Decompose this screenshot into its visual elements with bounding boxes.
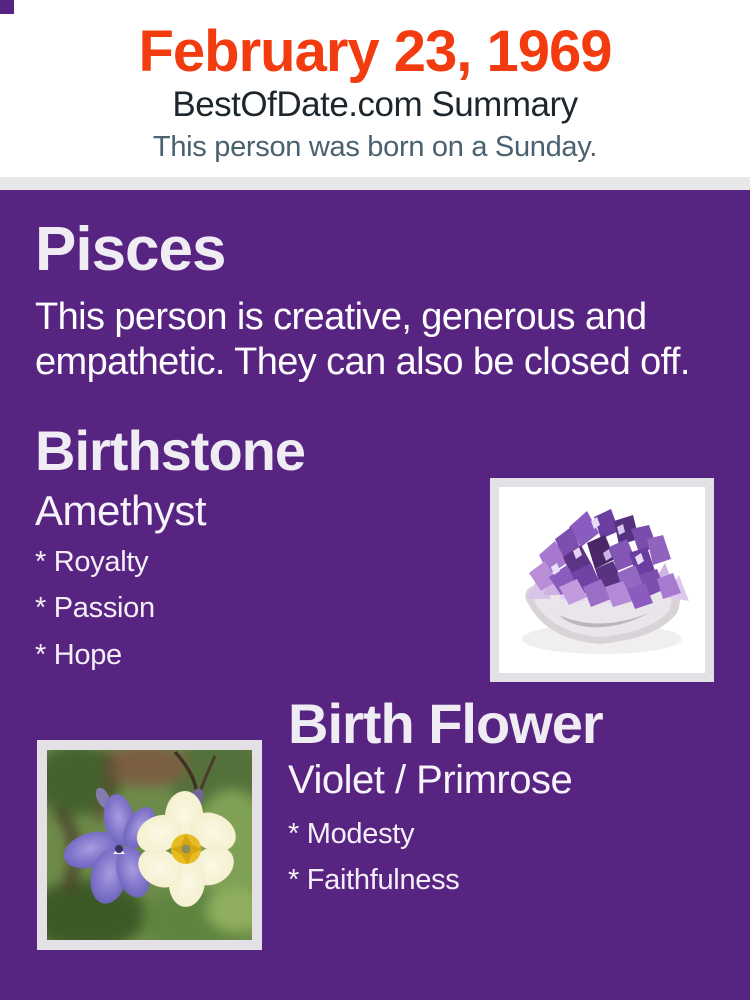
birth-flower-image-frame [37,740,262,950]
birth-flower-name: Violet / Primrose [288,757,573,802]
zodiac-description: This person is creative, generous and empathetic. They can also be closed off. [35,296,690,383]
birth-flower-trait-list [288,818,708,898]
birth-flower-trait: * Modesty [288,817,415,850]
page-header [0,0,750,177]
summary-panel [0,190,750,1000]
birthstone-heading: Birthstone [35,418,305,482]
corner-accent [0,0,14,14]
birthstone-trait: * Royalty [35,545,149,578]
amethyst-image-frame [490,478,714,682]
birth-flower-trait: * Faithfulness [288,864,460,897]
amethyst-illustration [499,487,705,673]
birth-flower-heading: Birth Flower [288,691,603,755]
born-day-line: This person was born on a Sunday. [152,130,598,163]
birth-flower-image [47,750,252,940]
birth-flower-illustration [47,750,252,940]
date-title: February 23, 1969 [138,19,612,84]
header-divider [0,177,750,190]
amethyst-image [499,487,705,673]
birthstone-name: Amethyst [35,486,207,534]
birthstone-trait: * Passion [35,592,155,625]
zodiac-sign-heading: Pisces [35,215,226,284]
birth-flower-section [288,691,708,898]
birthstone-trait: * Hope [35,638,122,671]
site-subtitle: BestOfDate.com Summary [172,84,578,124]
